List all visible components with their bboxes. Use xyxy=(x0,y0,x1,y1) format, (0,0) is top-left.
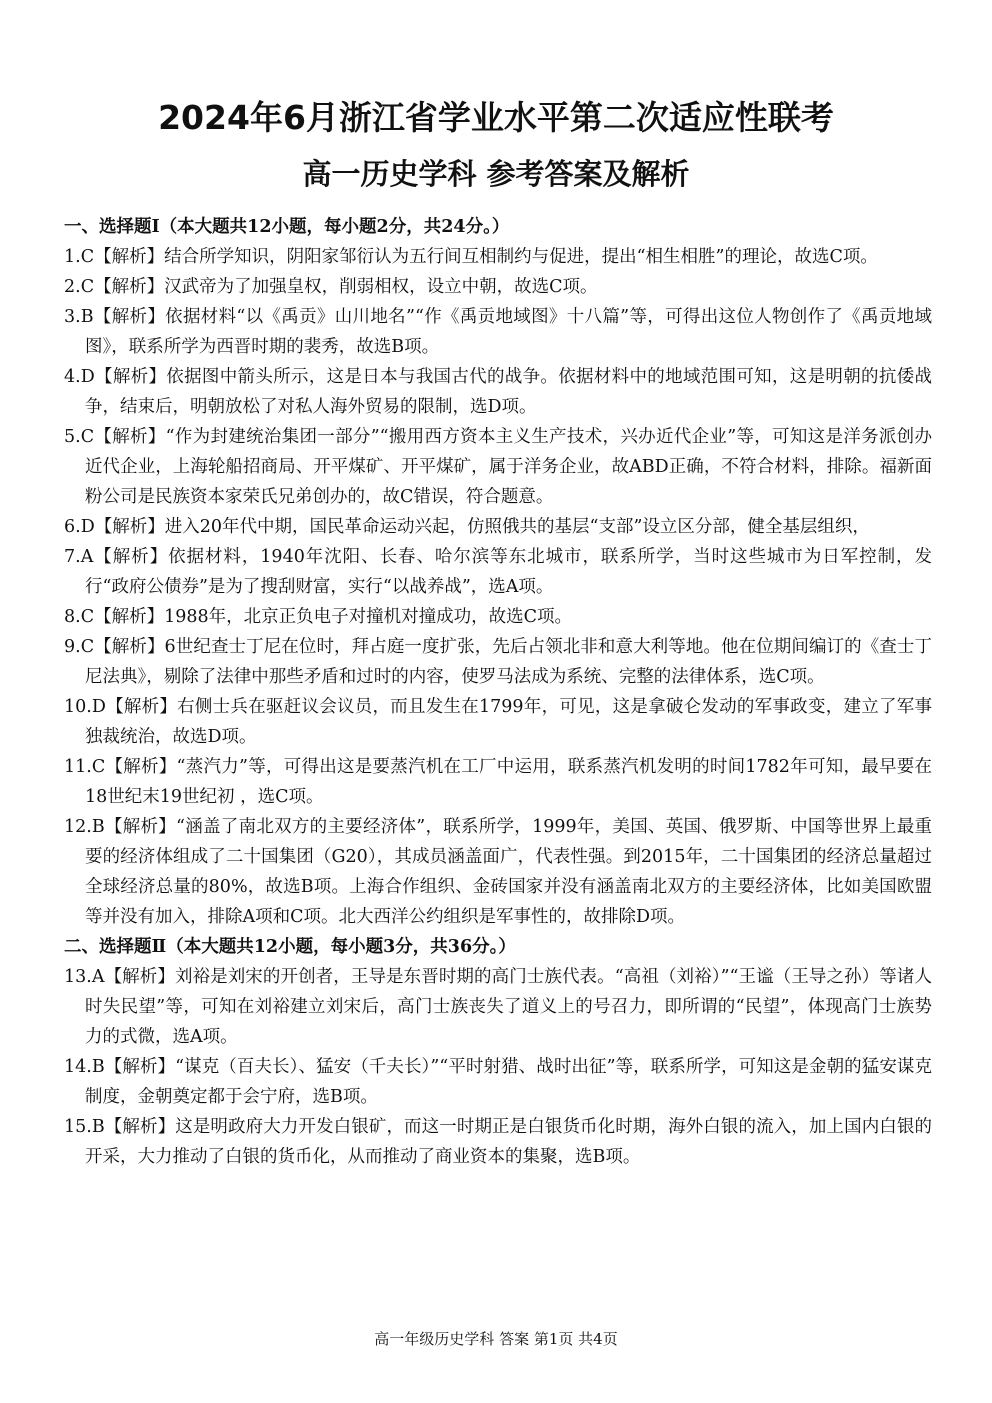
answer-item-14 xyxy=(64,1052,932,1112)
item-text: B【解析】依据材料“以《禹贡》山川地名”“作《禹贡地域图》十八篇”等，可得出这位人物创作了《禹贡地域图》，联系所学为西晋时期的裴秀，故选B项。 xyxy=(80,307,932,357)
item-text: C【解析】1988年，北京正负电子对撞机对撞成功，故选C项。 xyxy=(80,607,573,627)
page-title: 2024年6月浙江省学业水平第二次适应性联考 xyxy=(158,98,834,137)
item-number: 15. xyxy=(64,1117,92,1137)
answer-item-15 xyxy=(64,1112,932,1172)
answer-item-3 xyxy=(64,302,932,362)
item-number: 1. xyxy=(64,247,81,267)
item-number: 5. xyxy=(64,427,81,447)
item-text: A【解析】刘裕是刘宋的开创者，王导是东晋时期的高门士族代表。“高祖（刘裕）”“王谧（王导之孙）等诸人时失民望”等，可知在刘裕建立刘宋后，高门士族丧失了道义上的号召力，即所谓的“民望”，体现高门士族势力的式微，选A项。 xyxy=(85,967,932,1047)
item-text: B【解析】这是明政府大力开发白银矿，而这一时期正是白银货币化时期，海外白银的流入，加上国内白银的开采，大力推动了白银的货币化，从而推动了商业资本的集聚，选B项。 xyxy=(85,1117,932,1167)
item-number: 12. xyxy=(64,817,92,837)
answer-item-1 xyxy=(64,242,932,272)
answer-item-10 xyxy=(64,692,932,752)
item-number: 14. xyxy=(64,1057,92,1077)
item-text: D【解析】右侧士兵在驱赶议会议员，而且发生在1799年，可见，这是拿破仑发动的军事政变，建立了军事独裁统治，故选D项。 xyxy=(85,697,932,747)
item-number: 7. xyxy=(64,547,81,567)
answer-item-12 xyxy=(64,812,932,932)
answer-item-13 xyxy=(64,962,932,1052)
item-text: C【解析】“蒸汽力”等，可得出这是要蒸汽机在工厂中运用，联系蒸汽机发明的时间1782年可知，最早要在 18世纪末19世纪初 ，选C项。 xyxy=(85,757,932,807)
item-text: C【解析】汉武帝为了加强皇权，削弱相权，设立中朝，故选C项。 xyxy=(80,277,598,297)
section-heading-2: 二、选择题Ⅱ（本大题共12小题，每小题3分，共36分。） xyxy=(64,937,516,957)
item-number: 10. xyxy=(64,697,92,717)
item-text: D【解析】依据图中箭头所示，这是日本与我国古代的战争。依据材料中的地域范围可知，这是明朝的抗倭战争，结束后，明朝放松了对私人海外贸易的限制，选D项。 xyxy=(80,367,932,417)
item-number: 8. xyxy=(64,607,81,627)
item-text: D【解析】进入20年代中期，国民革命运动兴起，仿照俄共的基层“支部”设立区分部，健全基层组织， xyxy=(80,517,870,537)
content xyxy=(64,212,932,1172)
answer-item-8 xyxy=(64,602,932,632)
answer-item-5 xyxy=(64,422,932,512)
answer-item-7 xyxy=(64,542,932,602)
item-number: 6. xyxy=(64,517,81,537)
item-text: B【解析】“涵盖了南北双方的主要经济体”，联系所学，1999年，美国、英国、俄罗斯、中国等世界上最重要的经济体组成了二十国集团（G20），其成员涵盖面广，代表性强。到2015年，二十国集团的经济总量超过全球经济总量的80%，故选B项。上海合作组织、金砖国家并没有涵盖南北双方的主要经济体，比如美国欧盟等并没有加入，排除A项和C项。北大西洋公约组织是军事性的，故排除D项。 xyxy=(85,817,932,927)
item-number: 3. xyxy=(64,307,81,327)
answer-item-9 xyxy=(64,632,932,692)
item-text: A【解析】依据材料，1940年沈阳、长春、哈尔滨等东北城市，联系所学，当时这些城市为日军控制，发行“政府公债券”是为了搜刮财富，实行“以战养战”，选A项。 xyxy=(80,547,932,597)
answer-item-6 xyxy=(64,512,932,542)
item-number: 9. xyxy=(64,637,81,657)
answer-item-4 xyxy=(64,362,932,422)
answer-item-2 xyxy=(64,272,932,302)
item-number: 11. xyxy=(64,757,92,777)
item-number: 4. xyxy=(64,367,81,387)
item-text: C【解析】“作为封建统治集团一部分”“搬用西方资本主义生产技术，兴办近代企业”等，可知这是洋务派创办近代企业，上海轮船招商局、开平煤矿、开平煤矿，属于洋务企业，故ABD正确，不符合材料，排除。福新面粉公司是民族资本家荣氏兄弟创办的，故C错误，符合题意。 xyxy=(80,427,932,507)
item-number: 13. xyxy=(64,967,92,987)
item-text: B【解析】“谋克（百夫长）、猛安（千夫长）”“平时射猎、战时出征”等，联系所学，可知这是金朝的猛安谋克制度，金朝奠定都于会宁府，选B项。 xyxy=(85,1057,932,1107)
page-footer: 高一年级历史学科 答案 第1页 共4页 xyxy=(374,1330,618,1348)
section-heading-1: 一、选择题Ⅰ（本大题共12小题，每小题2分，共24分。） xyxy=(64,217,510,237)
answer-item-11 xyxy=(64,752,932,812)
item-number: 2. xyxy=(64,277,81,297)
item-text: C【解析】6世纪查士丁尼在位时，拜占庭一度扩张，先后占领北非和意大利等地。他在位期间编订的《查士丁尼法典》，剔除了法律中那些矛盾和过时的内容，使罗马法成为系统、完整的法律体系，选C项。 xyxy=(80,637,932,687)
page-subtitle: 高一历史学科 参考答案及解析 xyxy=(302,157,690,191)
item-text: C【解析】结合所学知识，阴阳家邹衍认为五行间互相制约与促进，提出“相生相胜”的理论，故选C项。 xyxy=(80,247,878,267)
